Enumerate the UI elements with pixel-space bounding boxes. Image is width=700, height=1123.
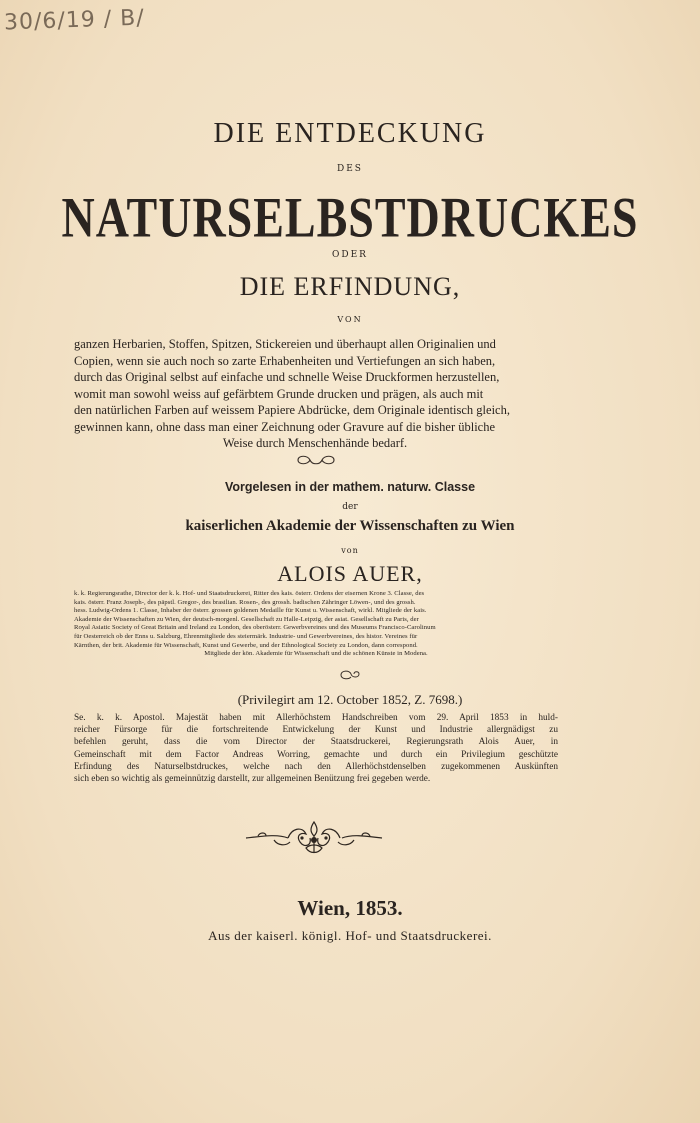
floral-vignette-icon bbox=[244, 818, 384, 860]
description-paragraph bbox=[74, 336, 556, 452]
description-line: Weise durch Menschenhände bedarf. bbox=[222, 436, 408, 450]
privilege-heading: (Privilegirt am 12. October 1852, Z. 7698.) bbox=[237, 692, 463, 707]
privilege-line: reicher Fürsorge für die fortschreitende Entwickelung der Kunst und Industrie allergnädigst zu bbox=[74, 725, 558, 736]
description-line: ganzen Herbarien, Stoffen, Spitzen, Stickereien und überhaupt allen Originalien und bbox=[74, 337, 496, 351]
credentials-line: k. k. Regierungsrathe, Director der k. k. Hof- und Staatsdruckerei, Ritter des kais. österr. Ordens der eisernen Krone 3. Classe, des bbox=[74, 590, 425, 597]
credentials-line: Mitgliede der kön. Akademie für Wissenschaft und die schönen Künste in Modena. bbox=[204, 650, 428, 658]
ornament-divider-icon bbox=[294, 452, 338, 468]
read-before-line: Vorgelesen in der mathem. naturw. Classe bbox=[224, 480, 476, 494]
privilege-line: Erfindung des Naturselbstdruckes, welche nach den Allerhöchstdenselben zugekommenen Auskünften bbox=[74, 761, 558, 772]
credentials-line: für Oesterreich ob der Enns u. Salzburg, Ehrenmitgliede des steiermärk. Industrie- und Gewerbvereines, des histor. Vereines für bbox=[74, 632, 418, 640]
place-and-year: Wien, 1853. bbox=[297, 896, 403, 920]
author-name: ALOIS AUER, bbox=[277, 561, 423, 586]
connector-von: von bbox=[341, 546, 359, 555]
author-credentials bbox=[74, 590, 558, 659]
privilege-line: befehlen geruht, dass die vom Director der Staatsdruckerei, Regierungsrath Alois Auer, in bbox=[74, 737, 558, 748]
main-title: NATURSELBSTDRUCKES bbox=[61, 185, 639, 249]
credentials-line: Akademie der Wissenschaften zu Wien, der deutsch-morgenl. Gesellschaft zu Halle-Leipzig, der asiat. Gesellschaft zu Paris, der bbox=[74, 615, 419, 623]
privilege-line: Gemeinschaft mit dem Factor Andreas Worring, gemachte und durch ein Privilegium geschützte bbox=[74, 749, 558, 760]
description-line: Copien, wenn sie auch noch so zarte Erhabenheiten und Vertiefungen an sich haben, bbox=[74, 353, 496, 368]
title-connector-von: VON bbox=[337, 315, 363, 324]
description-line: den natürlichen Farben auf weissem Papiere Abdrücke, dem Originale identisch gleich, bbox=[74, 403, 510, 417]
credentials-line: kais. österr. Franz Joseph-, des päpstl. Gregor-, des brasilian. Rosen-, des grossh. badischen Zähringer Löwen-, und des grossh. bbox=[74, 598, 416, 606]
credentials-line: Royal Asiatic Society of Great Britain and Ireland zu London, des oberösterr. Gewerbvereines und des Museums Francisco-Carolinum bbox=[74, 624, 436, 632]
small-ornament-icon bbox=[338, 668, 362, 682]
title-line-2: DIE ERFINDUNG, bbox=[239, 272, 461, 301]
credentials-line: hess. Ludwig-Ordens 1. Classe, Inhaber der österr. grossen goldenen Medaille für Kunst u. Wissenschaft, wirkl. Mitgliede der kais. bbox=[74, 607, 427, 615]
academy-name: kaiserlichen Akademie der Wissenschaften zu Wien bbox=[185, 518, 515, 534]
handwritten-shelfmark: 30/6/19 / B/ bbox=[3, 5, 146, 36]
privilege-line: sich eben so wichtig als gemeinnützig darstellt, zur allgemeinen Benützung frei gegeben werde. bbox=[74, 774, 431, 785]
title-connector-des: DES bbox=[337, 164, 363, 174]
credentials-line: Kärnthen, der brit. Akademie für Wissenschaft, Kunst und Gewerbe, und der Ethnological Society zu London, dann correspond. bbox=[74, 641, 418, 649]
printer-imprint: Aus der kaiserl. königl. Hof- und Staatsdruckerei. bbox=[208, 928, 492, 943]
description-line: gewinnen kann, ohne dass man einer Zeichnung oder Gravure auf die bisher übliche bbox=[74, 419, 496, 434]
title-line-1: DIE ENTDECKUNG bbox=[213, 118, 487, 149]
title-connector-oder: ODER bbox=[332, 250, 368, 260]
privilege-line: Se. k. k. Apostol. Majestät haben mit Allerhöchstem Handschreiben vom 29. April 1853 in huld- bbox=[74, 713, 558, 723]
description-line: womit man sowohl weiss auf gefärbtem Grunde drucken und prägen, als auch mit bbox=[74, 386, 484, 401]
description-line: durch das Original selbst auf einfache und schnelle Weise Druckformen herzustellen, bbox=[74, 370, 500, 384]
connector-der: der bbox=[342, 502, 358, 512]
privilege-paragraph bbox=[74, 712, 558, 785]
